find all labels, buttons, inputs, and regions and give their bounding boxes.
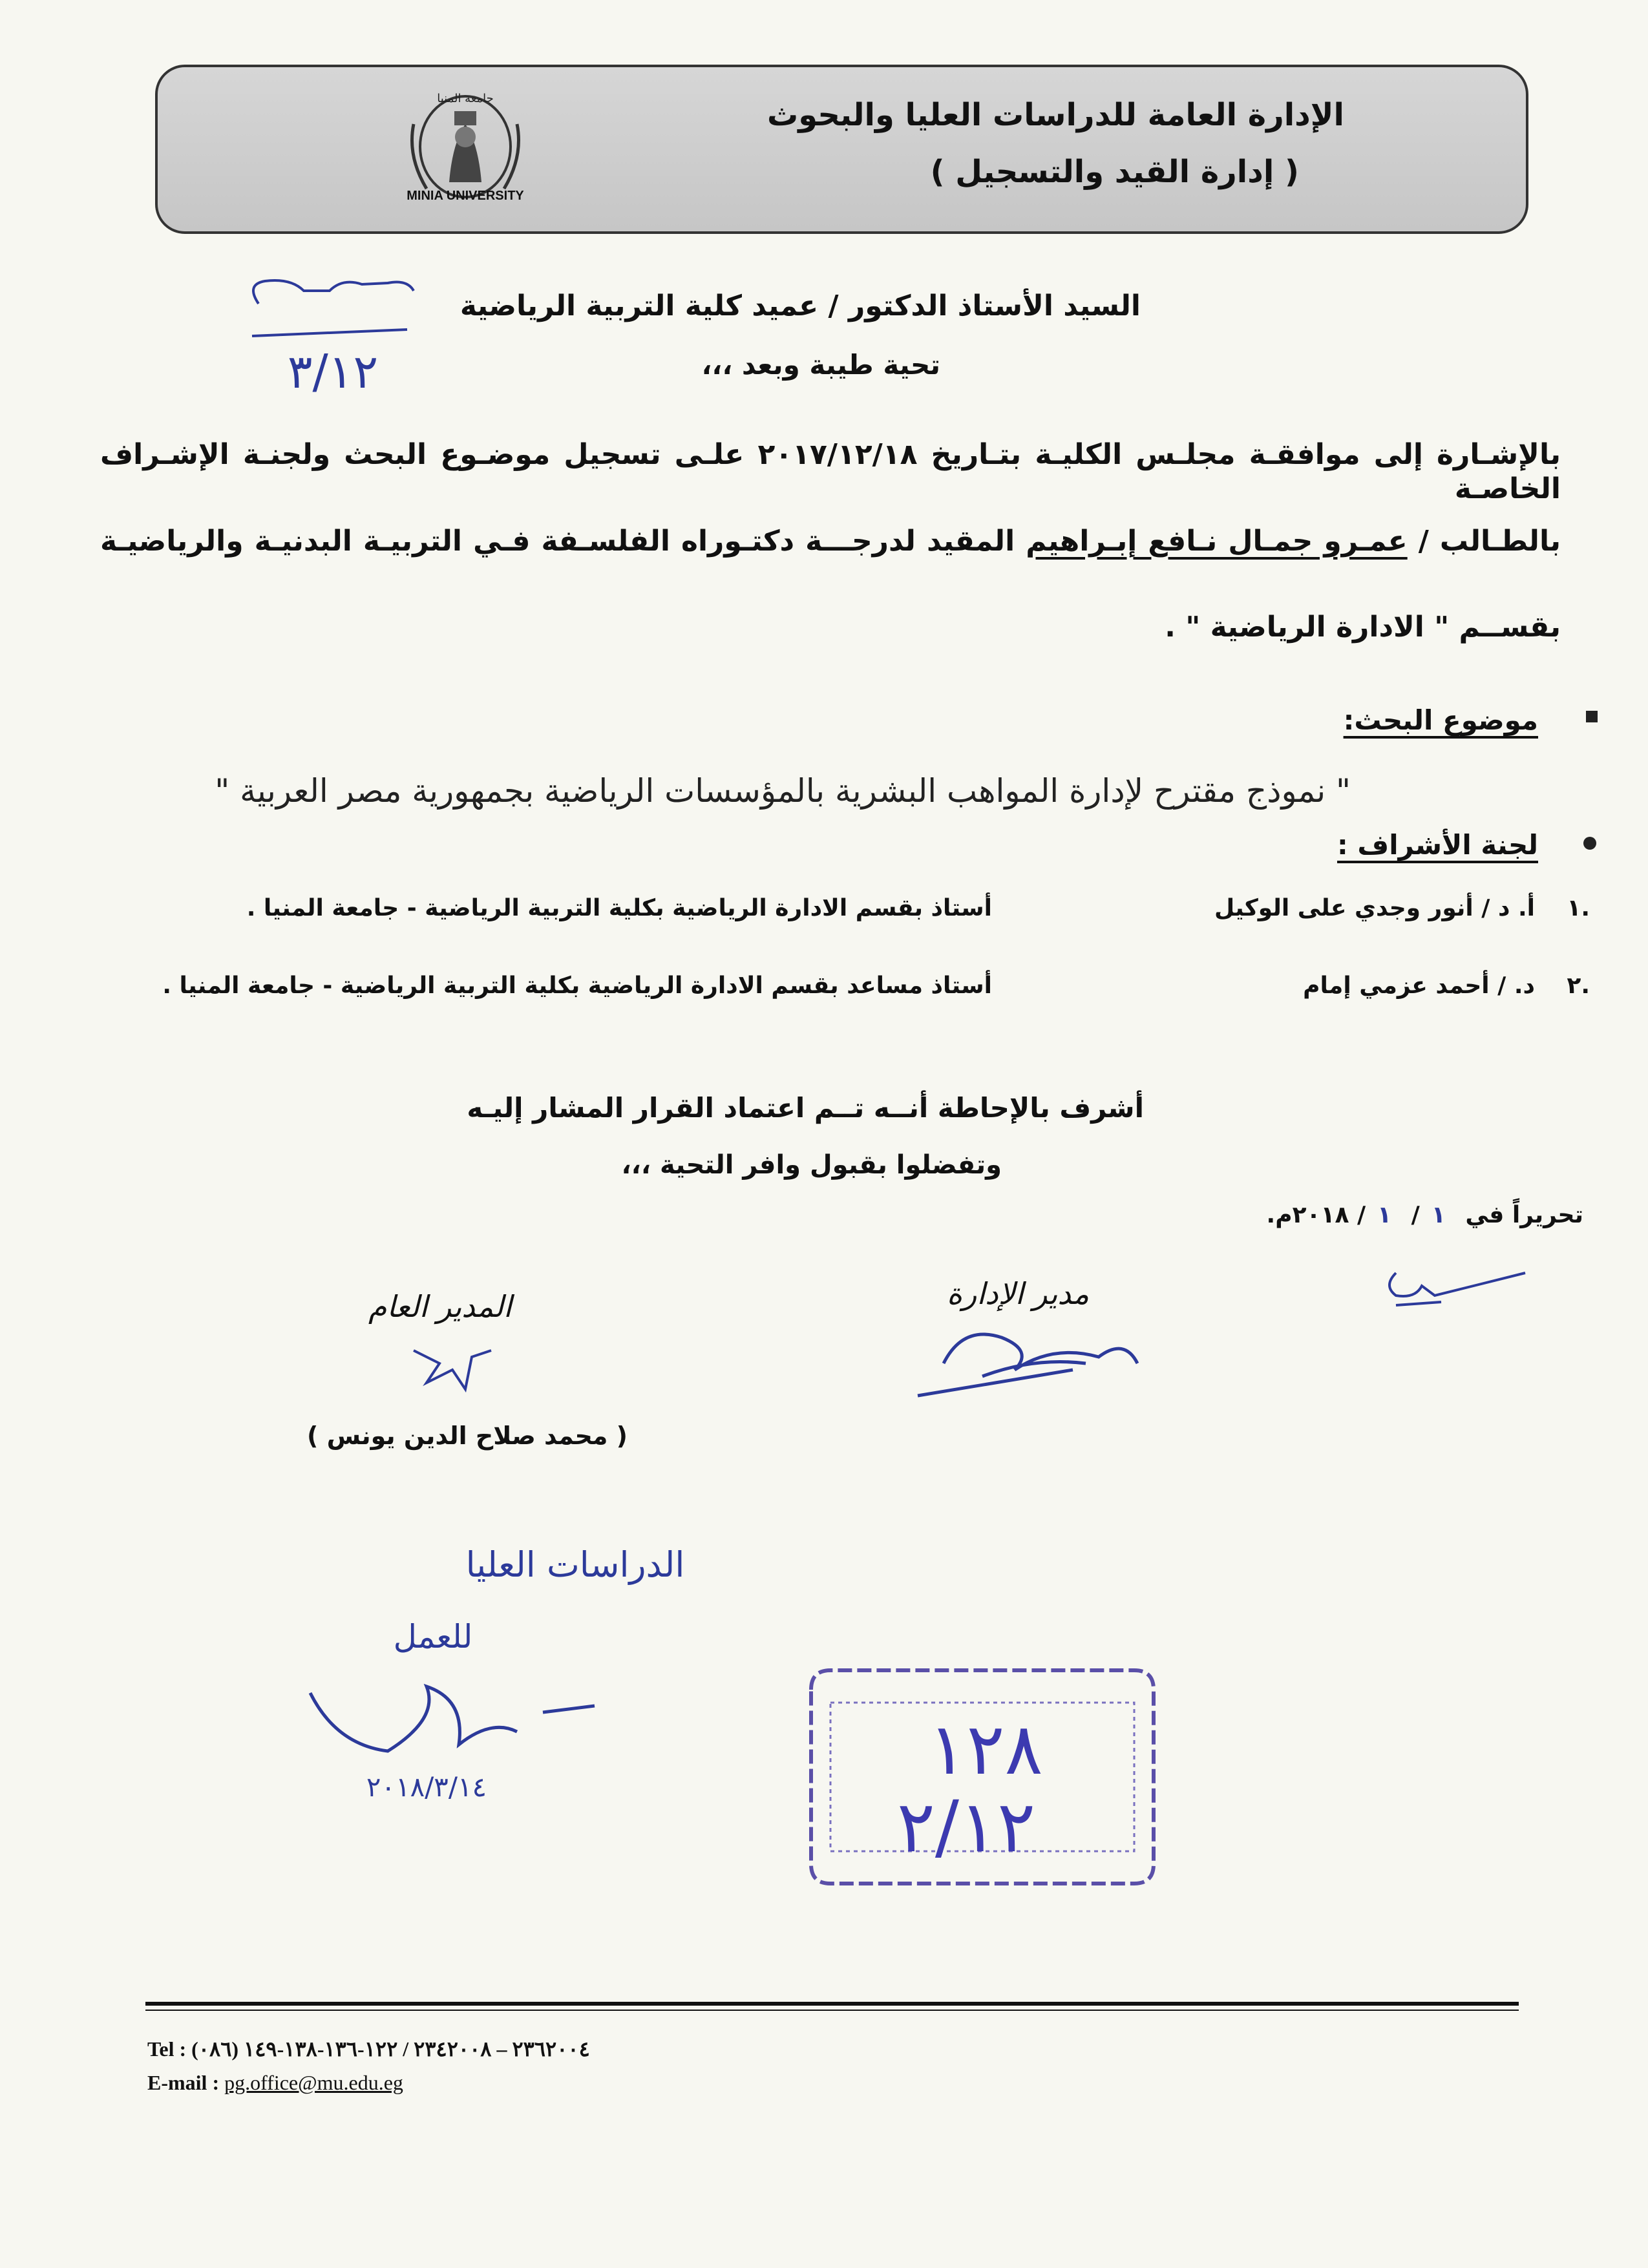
stamp-number: ١٢٨ xyxy=(928,1708,1043,1790)
general-manager-name: ( محمد صلاح الدين يونس ) xyxy=(307,1422,628,1450)
closing-regards: وتفضلوا بقبول وافر التحية ،،، xyxy=(621,1150,1002,1180)
department-manager-label: مدير الإدارة xyxy=(947,1276,1090,1311)
header-subtitle: ( إدارة القيد والتسجيل ) xyxy=(930,154,1299,190)
bottom-note-date: ٢٠١٨/٣/١٤ xyxy=(366,1771,487,1803)
top-note-line2: ٣/١٢ xyxy=(287,344,379,399)
general-manager-label: المدير العام xyxy=(368,1289,512,1324)
student-suffix: المقيد لدرجـــة دكتـوراه الفلسـفة فـي التربيـة البدنيـة والرياضيـة xyxy=(100,525,1015,558)
header-banner xyxy=(155,65,1528,234)
bottom-note-line1: الدراسات العليا xyxy=(465,1544,685,1585)
member-name: د. / أحمد عزمي إمام xyxy=(1303,972,1535,999)
footer-phone xyxy=(147,2037,590,2061)
bottom-note-line2: للعمل xyxy=(393,1618,473,1655)
square-bullet-icon xyxy=(1586,711,1598,722)
date-day: ١ xyxy=(1431,1202,1446,1228)
logo-arabic-text: جامعة المنيا xyxy=(437,92,494,105)
tel-value: (٠٨٦) ٢٣٦٢٠٠٤ – ٢٣٤٢٠٠٨ / ١٢٢-١٣٦-١٣٨-١٤٩ xyxy=(191,2037,590,2061)
registration-stamp xyxy=(792,1664,1173,1890)
body-line-2 xyxy=(100,525,1561,559)
committee-label: لجنة الأشراف : xyxy=(1337,829,1538,861)
member-number: .٢ xyxy=(1567,972,1590,999)
header-title: الإدارة العامة للدراسات العليا والبحوث xyxy=(766,97,1344,133)
general-manager-signature xyxy=(401,1338,504,1396)
department-manager-signature xyxy=(905,1299,1215,1402)
greeting: تحية طيبة وبعد ،،، xyxy=(701,349,940,381)
round-bullet-icon xyxy=(1583,837,1596,850)
closing-statement: أشرف بالإحاطة أنــه تــم اعتماد القرار المشار إليـه xyxy=(467,1092,1144,1124)
member-title: أستاذ مساعد بقسم الادارة الرياضية بكلية التربية الرياضية - جامعة المنيا . xyxy=(162,972,992,999)
footer-email xyxy=(147,2071,403,2095)
tel-label: Tel : xyxy=(147,2037,187,2061)
logo-caption: MINIA UNIVERSITY xyxy=(407,189,524,203)
email-link[interactable]: pg.office@mu.edu.eg xyxy=(224,2071,403,2094)
member-number: .١ xyxy=(1567,895,1590,921)
body-line-1: بالإشـارة إلى موافقـة مجلـس الكليـة بتـاريخ ٢٠١٧/١٢/١٨ علـى تسجيل موضـوع البحث ولجنـة الإشـراف الخاصـة xyxy=(100,438,1561,505)
member-name: أ. د / أنور وجدي على الوكيل xyxy=(1214,895,1535,921)
student-prefix: بالطـالب / xyxy=(1418,525,1561,558)
signature-date-scribble xyxy=(1370,1260,1538,1318)
date-prefix: تحريراً في xyxy=(1465,1202,1583,1228)
research-title: " نموذج مقترح لإدارة المواهب البشرية بالمؤسسات الرياضية بجمهورية مصر العربية " xyxy=(215,772,1351,810)
stamp-date: ٢/١٢ xyxy=(896,1785,1036,1868)
handwritten-note-bottom xyxy=(297,1538,685,1809)
salutation: السيد الأستاذ الدكتور / عميد كلية التربية الرياضية xyxy=(460,289,1141,322)
footer-rule xyxy=(145,2002,1519,2006)
handwritten-note-top xyxy=(239,265,427,414)
footer-rule-thin xyxy=(145,2010,1519,2011)
date-line: تحريراً في ١/ ١/ ٢٠١٨م. xyxy=(1266,1202,1583,1228)
email-label: E-mail : xyxy=(147,2071,220,2094)
member-title: أستاذ بقسم الادارة الرياضية بكلية التربية الرياضية - جامعة المنيا . xyxy=(246,895,992,921)
body-line-3: بقســم " الادارة الرياضية " . xyxy=(1165,611,1561,644)
date-year: ٢٠١٨م. xyxy=(1266,1202,1349,1228)
student-name: عمـرو جمـال نـافع إبـراهيم xyxy=(1026,525,1408,558)
date-month: ١ xyxy=(1377,1202,1392,1228)
research-label: موضوع البحث: xyxy=(1343,704,1538,736)
